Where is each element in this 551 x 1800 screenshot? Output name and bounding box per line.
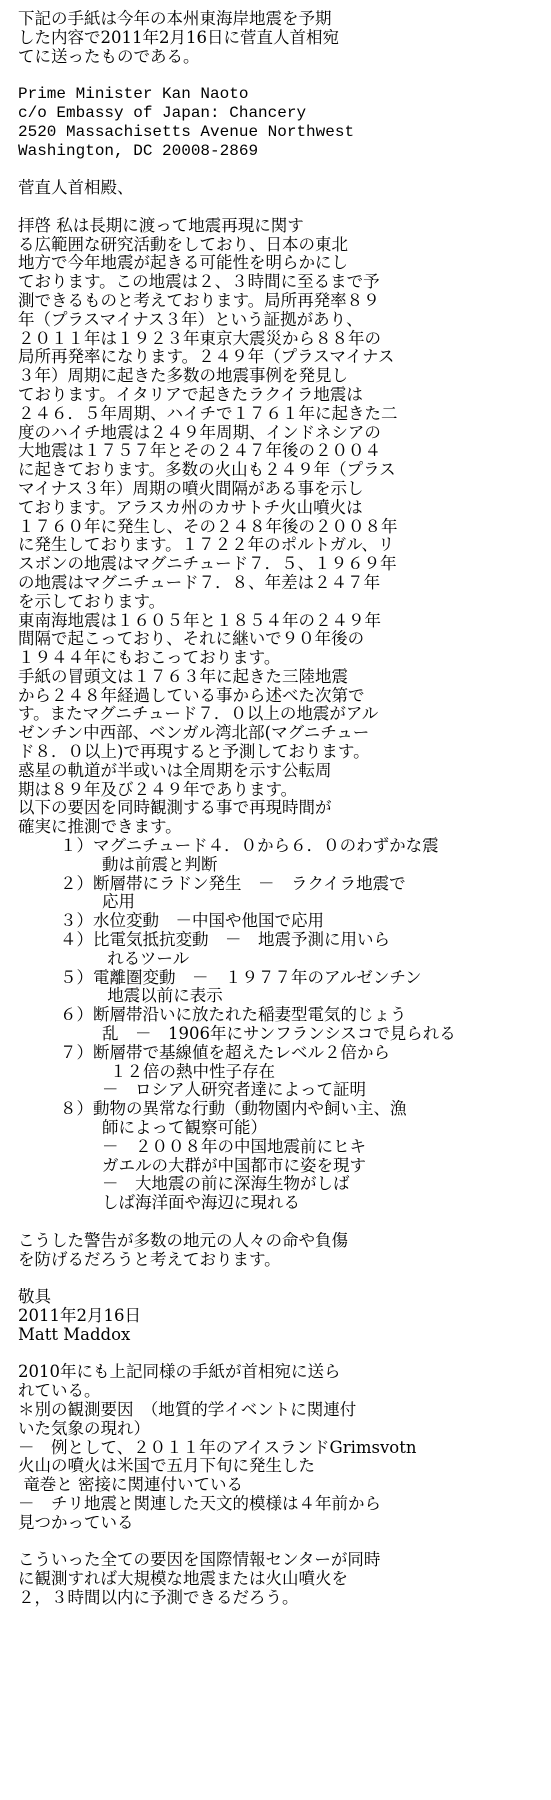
address-line: 2520 Massachisetts Avenue Northwest — [18, 122, 355, 141]
factor-line: ３）水位変動 －中国や他国で応用 — [60, 911, 324, 931]
final-line: ２，３時間以内に予測できるだろう。 — [18, 1587, 299, 1607]
body-line: から２４８年経過している事から述べた次第で — [18, 685, 365, 705]
body-line: 惑星の軌道が半或いは全周期を示す公転周 — [18, 760, 332, 780]
body-line: ２０１１年は１９２３年東京大震災から８８年の — [18, 328, 381, 348]
postscript-line: － 例として、２０１１年のアイスランドGrimsvotn — [18, 1437, 417, 1457]
letter-document — [18, 10, 548, 1608]
spacer — [18, 1269, 548, 1288]
body-line: に起きております。多数の火山も２４９年（プラス — [18, 460, 396, 480]
factor-item — [18, 1100, 548, 1213]
factor-line: れるツール — [102, 948, 190, 968]
body-line: ド８．０以上)で再現すると予測しております。 — [18, 742, 370, 762]
factor-line: 乱 － 1906年にサンフランシスコで見られる — [102, 1024, 456, 1044]
body-line: 大地震は１７５７年とその２４７年後の２００４ — [18, 441, 381, 461]
postscript-line: ＊別の観測要因 （地質的学イベントに関連付 — [18, 1399, 357, 1419]
signoff-name: Matt Maddox — [18, 1324, 131, 1344]
body-paragraph — [18, 217, 548, 837]
body-line: スボンの地震はマグニチュード７．５、１９６９年 — [18, 554, 397, 574]
postscript-line: 2010年にも上記同様の手紙が首相宛に送ら — [18, 1362, 341, 1382]
signoff-closing: 敬具 — [18, 1287, 51, 1307]
body-line: マイナス３年）周期の噴火間隔がある事を示し — [18, 478, 364, 498]
address-line: Washington, DC 20008-2869 — [18, 141, 259, 160]
factor-list — [18, 837, 548, 1213]
body-line: 局所再発率になります。２４９年（プラスマイナス — [18, 347, 395, 367]
intro-line: した内容で2011年2月16日に菅直人首相宛 — [18, 27, 339, 47]
body-line: す。またマグニチュード７．０以上の地震がアル — [18, 704, 379, 724]
signoff-date: 2011年2月16日 — [18, 1305, 141, 1325]
factor-line: ５）電離圏変動 － １９７７年のアルゼンチン — [60, 967, 422, 987]
postscript-block — [18, 1363, 548, 1532]
final-paragraph — [18, 1551, 548, 1607]
postscript-line: 竜巻と 密接に関連付いている — [18, 1475, 243, 1495]
address-line: Prime Minister Kan Naoto — [18, 85, 249, 104]
body-line: 東南海地震は１６０５年と１８５４年の２４９年 — [18, 610, 381, 630]
body-line: 手紙の冒頭文は１７６３年に起きた三陸地震 — [18, 666, 348, 686]
closing-paragraph — [18, 1232, 548, 1270]
factor-line: ２）断層帯にラドン発生 － ラクイラ地震で — [60, 873, 406, 893]
body-line: ２４６．５年周期、ハイチで１７６１年に起きた二 — [18, 403, 398, 423]
body-line: 確実に推測できます。 — [18, 817, 182, 837]
closing-line: を防げるだろうと考えております。 — [18, 1249, 281, 1269]
body-line: １９４４年にもおこっております。 — [18, 648, 281, 668]
body-line: を示しております。 — [18, 591, 166, 611]
factor-line: ガエルの大群が中国都市に姿を現す — [102, 1155, 366, 1175]
body-line: る広範囲な研究活動をしており、日本の東北 — [18, 234, 348, 254]
factor-line: １）マグニチュード４．０から６．０のわずかな震 — [60, 836, 439, 856]
body-line: 測できるものと考えております。局所再発率８９ — [18, 290, 380, 310]
body-line: ております。アラスカ州のカサトチ火山噴火は — [18, 497, 363, 517]
postscript-line: いた気象の現れ） — [18, 1418, 150, 1438]
intro-paragraph — [18, 10, 548, 66]
factor-line: 応用 — [102, 892, 135, 912]
factor-item — [18, 1044, 548, 1100]
body-line: ております。イタリアで起きたラクイラ地震は — [18, 384, 363, 404]
factor-line: １２倍の熱中性子存在 — [110, 1061, 275, 1081]
factor-item — [18, 969, 548, 1007]
body-line: 年（プラスマイナス３年）という証拠があり、 — [18, 309, 363, 329]
factor-line: 動は前震と判断 — [102, 854, 218, 874]
factor-item — [18, 837, 548, 875]
signoff-block — [18, 1288, 548, 1344]
factor-line: － 大地震の前に深海生物がしば — [102, 1174, 350, 1194]
factor-item — [18, 875, 548, 913]
intro-line: てに送ったものである。 — [18, 46, 200, 66]
spacer — [18, 1345, 548, 1364]
body-line: ３年）周期に起きた多数の地震事例を発見し — [18, 366, 348, 386]
final-line: こういった全ての要因を国際情報センターが同時 — [18, 1550, 381, 1570]
factor-line: ８）動物の異常な行動（動物園内や飼い主、漁 — [60, 1099, 407, 1119]
postscript-line: れている。 — [18, 1381, 101, 1401]
intro-line: 下記の手紙は今年の本州東海岸地震を予期 — [18, 9, 332, 28]
body-line: ゼンチン中西部、ベンガル湾北部(マグニチュー — [18, 723, 370, 743]
spacer — [18, 1533, 548, 1552]
body-line: の地震はマグニチュード７．８、年差は２４７年 — [18, 572, 381, 592]
factor-line: 地震以前に表示 — [102, 986, 223, 1006]
body-line: 拝啓 私は長期に渡って地震再現に関す — [18, 215, 304, 235]
final-line: に観測すれば大規模な地震または火山噴火を — [18, 1569, 348, 1589]
body-line: 地方で今年地震が起きる可能性を明らかにし — [18, 253, 348, 273]
factor-item — [18, 1006, 548, 1044]
body-line: １７６０年に発生し、その２４８年後の２００８年 — [18, 516, 398, 536]
body-line: 度のハイチ地震は２４９年周期、インドネシアの — [18, 422, 381, 442]
factor-line: ６）断層帯沿いに放たれた稲妻型電気的じょう — [60, 1005, 407, 1025]
factor-line: しば海洋面や海辺に現れる — [102, 1193, 300, 1213]
spacer — [18, 66, 548, 85]
factor-line: ７）断層帯で基線値を超えたレベル２倍から — [60, 1042, 390, 1062]
body-line: 以下の要因を同時観測する事で再現時間が — [18, 798, 332, 818]
spacer — [18, 1213, 548, 1232]
spacer — [18, 160, 548, 179]
salutation: 菅直人首相殿、 — [18, 178, 134, 198]
address-block — [18, 85, 548, 160]
body-line: に発生しております。１７２２年のポルトガル、リ — [18, 535, 395, 555]
factor-line: 師によって観察可能） — [102, 1118, 267, 1138]
postscript-line: 火山の噴火は米国で五月下旬に発生した — [18, 1456, 315, 1476]
body-line: 間隔で起こっており、それに継いで９０年後の — [18, 629, 365, 649]
factor-line: － ロシア人研究者達によって証明 — [102, 1080, 366, 1100]
factor-item — [18, 912, 548, 931]
postscript-line: － チリ地震と関連した天文的模様は４年前から — [18, 1493, 381, 1513]
spacer — [18, 198, 548, 217]
factor-line: ４）比電気抵抗変動 － 地震予測に用いら — [60, 930, 390, 950]
body-line: ております。この地震は２、３時間に至るまで予 — [18, 272, 380, 292]
postscript-line: 見つかっている — [18, 1512, 134, 1532]
closing-line: こうした警告が多数の地元の人々の命や負傷 — [18, 1230, 348, 1250]
address-line: c/o Embassy of Japan: Chancery — [18, 103, 307, 122]
body-line: 期は８９年及び２４９年であります。 — [18, 779, 298, 799]
factor-item — [18, 931, 548, 969]
factor-line: － ２００８年の中国地震前にヒキ — [102, 1136, 366, 1156]
